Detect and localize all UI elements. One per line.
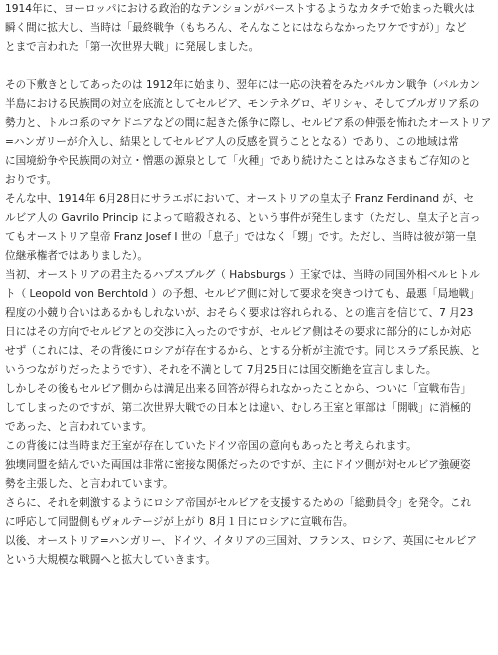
text-line: に国境紛争や民族間の対立・憎悪の源泉として「火種」であり続けたことはみなさまもご存知のと xyxy=(5,155,472,167)
text-line: =ハンガリーが介入し、結果としてセルビア人の反感を買うこととなる）であり、この地域は常 xyxy=(5,136,459,148)
text-line: せず（これには、その背後にロシアが存在するから、とする分析が主流です。同じスラブ系民族、と xyxy=(5,345,481,357)
text-line: 以後、オーストリア=ハンガリー、ドイツ、イタリアの三国対、フランス、ロシア、英国にセルビア xyxy=(5,535,477,547)
text-line: 日にはその方向でセルビアとの交渉に入ったのですが、セルビア側はその要求に部分的にしか対応 xyxy=(5,326,472,338)
text-line: 瞬く間に拡大し、当時は「最終戦争（もちろん、そんなことにはならなかったワケですが）」など xyxy=(5,22,467,34)
text-line: 勢を主張した、と言われています。 xyxy=(5,478,174,490)
text-line: この背後には当時まだ王室が存在していたドイツ帝国の意向もあったと考えられます。 xyxy=(5,440,417,452)
text-line: てもオーストリア皇帝 Franz Josef I 世の「息子」ではなく「甥」です。ただし、当時は彼が第一皇 xyxy=(5,231,477,243)
text-line: 独墺同盟を結んでいた両国は非常に密接な関係だったのですが、主にドイツ側が対セルビア強硬姿 xyxy=(5,459,471,471)
text-line: 位継承権者ではありました）。 xyxy=(5,250,149,262)
text-line: そんな中、1914年 6月28日にサラエボにおいて、オーストリアの皇太子 Franz Ferdinand が、セ xyxy=(5,193,475,205)
text-line: 半島における民族間の対立を底流としてセルビア、モンテネグロ、ギリシャ、そしてブルガリア系の xyxy=(5,98,480,110)
text-line: 勢力と、トルコ系のマケドニアなどの間に起きた係争に際し、セルビア系の伸張を怖れたオーストリア xyxy=(5,117,492,129)
text-line: 程度の小競り合いはあるかもしれないが、おそらく要求は容れられる、との進言を信じて、7 月23 xyxy=(5,307,474,319)
text-line: しかしその後もセルビア側からは満足出来る回答が得られなかったことから、ついに「宣戦布告」 xyxy=(5,383,472,395)
text-line: 当初、オーストリアの君主たるハプスブルグ（ Habsburgs ）王家では、当時の同国外相ベルヒトル xyxy=(5,269,480,281)
paragraph-main xyxy=(5,76,496,570)
text-line: ト（ Leopold von Berchtold ）の予想、セルビア側に対して要求を突きつけても、最悪「局地戦」 xyxy=(5,288,480,300)
text-line: その下敷きとしてあったのは 1912年に始まり、翌年には一応の決着をみたバルカン戦争（バルカン xyxy=(5,79,481,91)
text-line: おりです。 xyxy=(5,174,58,186)
text-line: であった、と言われています。 xyxy=(5,421,153,433)
paragraph-intro xyxy=(5,0,496,57)
text-line: してしまったのですが、第二次世界大戦での日本とは違い、むしろ王室と軍部は「開戦」に消極的 xyxy=(5,402,472,414)
paragraph-spacer xyxy=(5,57,496,76)
text-line: という大規模な戦闘へと拡大していきます。 xyxy=(5,554,217,566)
text-line: いうつながりだったようです）、それを不満として 7月25日には国交断絶を宣言しました。 xyxy=(5,364,437,376)
text-line: ルビア人の Gavrilo Princip によって暗殺される、という事件が発生します（ただし、皇太子と言っ xyxy=(5,212,481,224)
text-line: とまで言われた「第一次世界大戦」に発展しました。 xyxy=(5,41,260,53)
text-line: さらに、それを刺激するようにロシア帝国がセルビアを支援するための「総動員令」を発令。これ xyxy=(5,497,472,509)
text-line: に呼応して同盟側もヴォルテージが上がり 8月１日にロシアに宣戦布告。 xyxy=(5,516,354,528)
text-line: 1914年に、ヨーロッパにおける政治的なテンションがバーストするようなカタチで始まった戦火は xyxy=(5,3,475,15)
